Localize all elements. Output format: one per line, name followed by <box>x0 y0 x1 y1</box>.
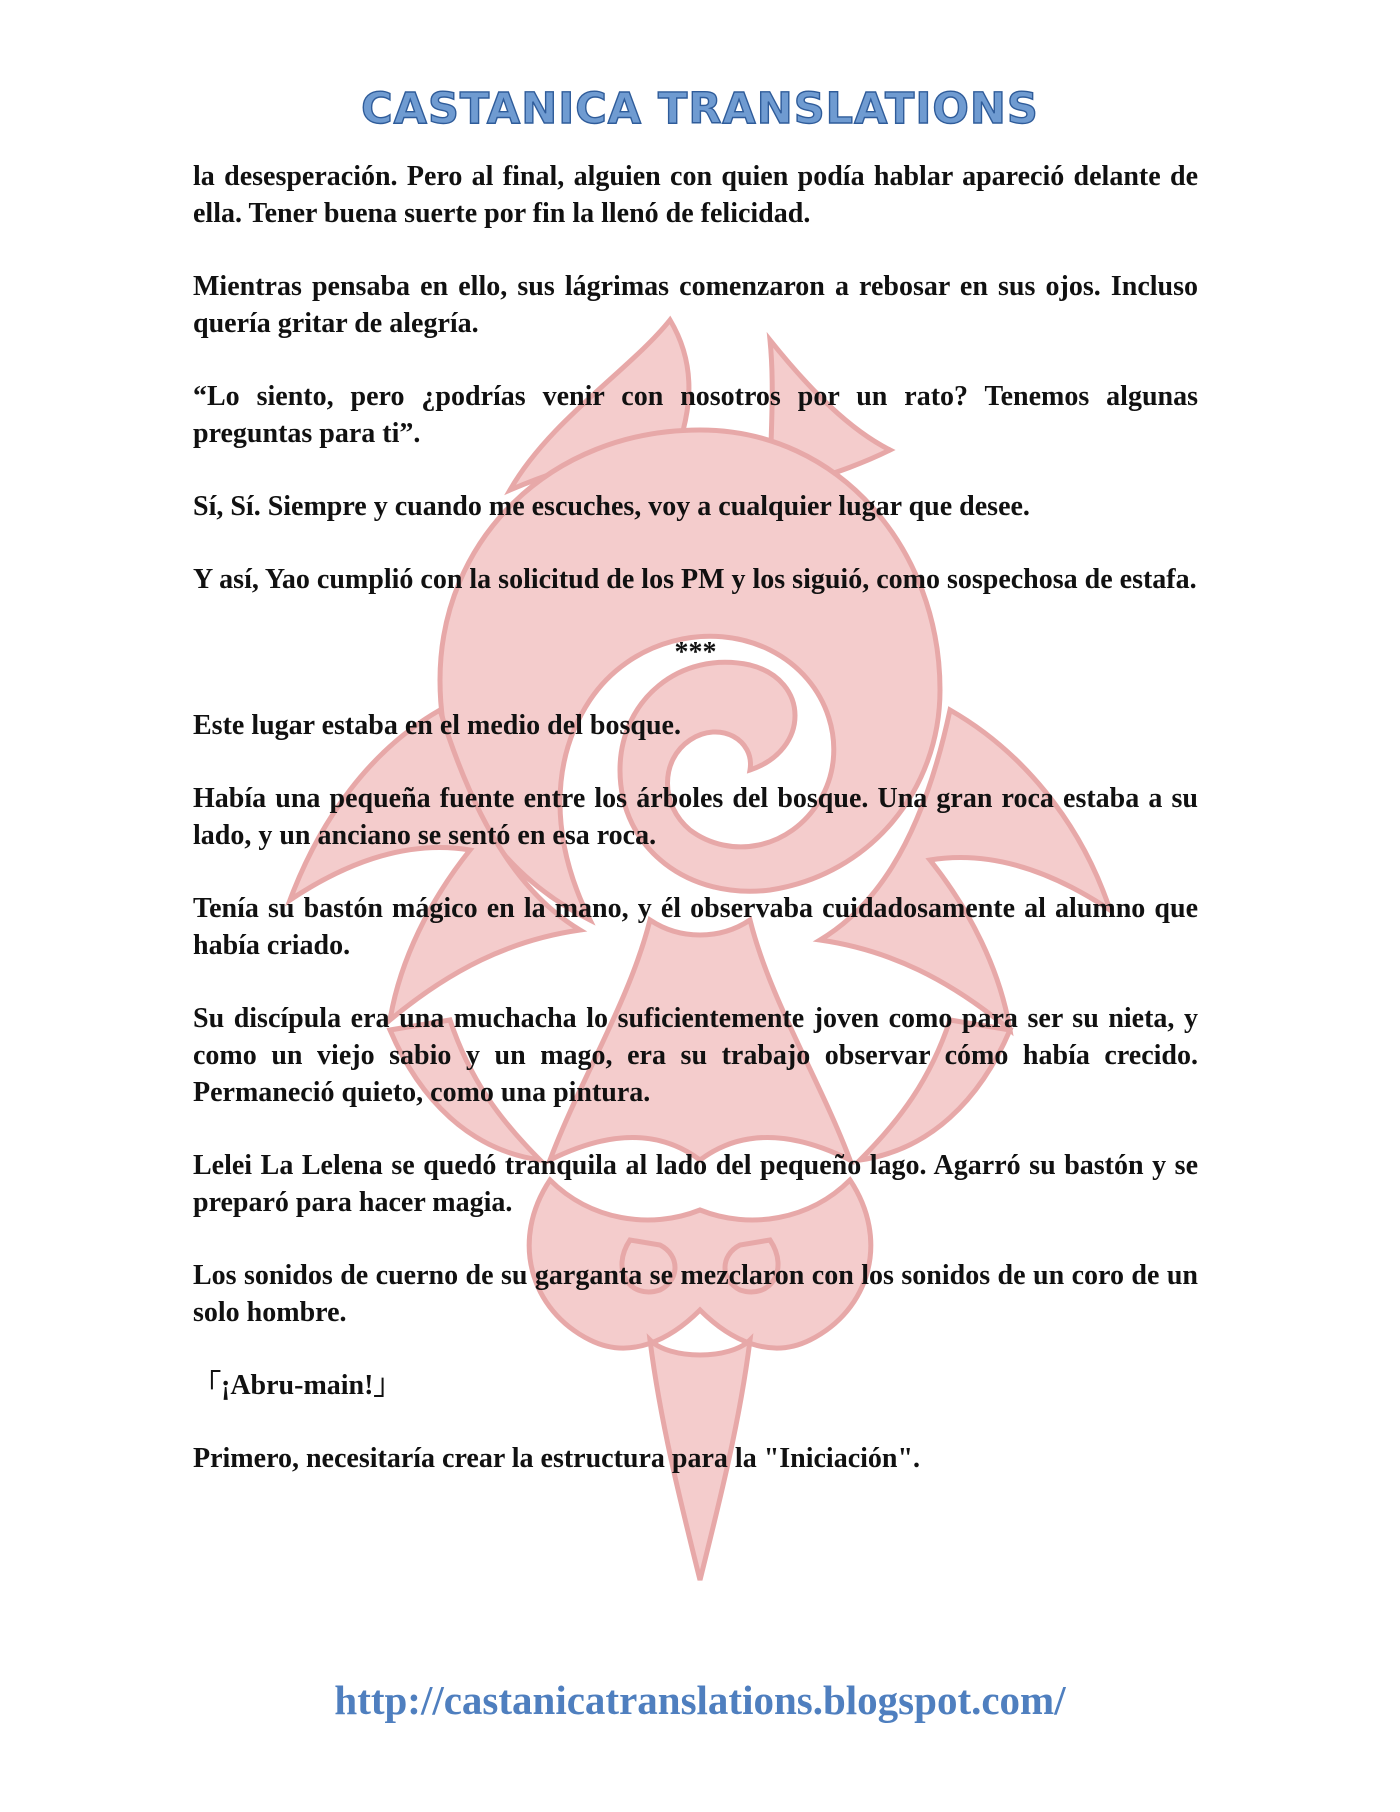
paragraph-4: Sí, Sí. Siempre y cuando me escuches, voy a cualquier lugar que desee. <box>193 491 1030 522</box>
scene-break: *** <box>674 637 717 668</box>
footer-url-link[interactable]: http://castanicatranslations.blogspot.com/ <box>334 1677 1066 1723</box>
paragraph-1: la desesperación. Pero al final, alguien con quien podía hablar apareció delante de ella. Tener buena suerte por fin la llenó de felicidad. <box>193 161 1198 229</box>
paragraph-8: Tenía su bastón mágico en la mano, y él observaba cuidadosamente al alumno que había criado. <box>193 893 1198 961</box>
page-header-title: CASTANICA TRANSLATIONS <box>361 84 1039 134</box>
document-body <box>193 158 1198 1513</box>
paragraph-6: Este lugar estaba en el medio del bosque. <box>193 710 681 741</box>
paragraph-3: “Lo siento, pero ¿podrías venir con nosotros por un rato? Tenemos algunas preguntas para ti”. <box>193 381 1198 449</box>
paragraph-9: Su discípula era una muchacha lo suficientemente joven como para ser su nieta, y como un viejo sabio y un mago, era su trabajo observar cómo había crecido. Permaneció quieto, como una pintura. <box>193 1003 1198 1108</box>
paragraph-2: Mientras pensaba en ello, sus lágrimas comenzaron a rebosar en sus ojos. Incluso quería gritar de alegría. <box>193 271 1198 339</box>
paragraph-11: Los sonidos de cuerno de su garganta se mezclaron con los sonidos de un coro de un solo hombre. <box>193 1260 1198 1328</box>
paragraph-7: Había una pequeña fuente entre los árboles del bosque. Una gran roca estaba a su lado, y un anciano se sentó en esa roca. <box>193 783 1198 851</box>
paragraph-10: Lelei La Lelena se quedó tranquila al lado del pequeño lago. Agarró su bastón y se preparó para hacer magia. <box>193 1150 1198 1218</box>
paragraph-5: Y así, Yao cumplió con la solicitud de los PM y los siguió, como sospechosa de estafa. <box>193 564 1197 595</box>
paragraph-13: Primero, necesitaría crear la estructura para la "Iniciación". <box>193 1443 921 1474</box>
paragraph-12: 「¡Abru-main!」 <box>193 1370 402 1401</box>
